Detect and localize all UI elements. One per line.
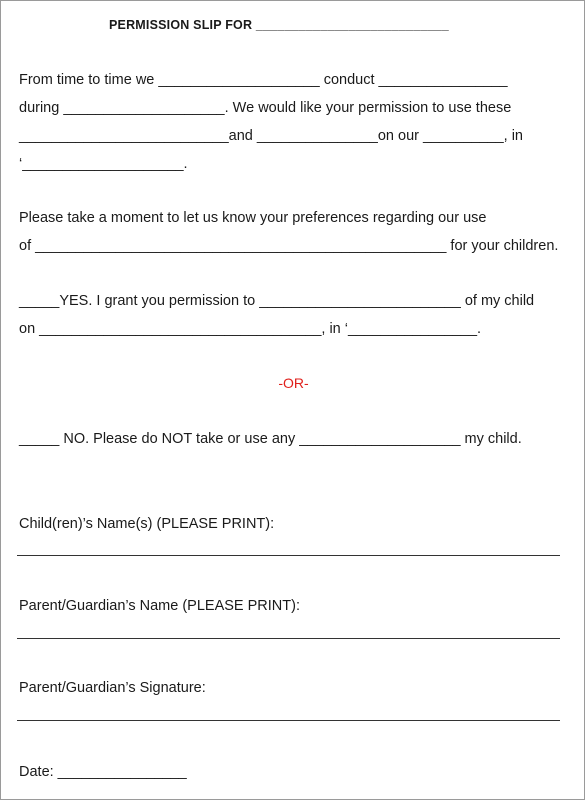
guardian-name-field[interactable] xyxy=(17,638,560,639)
yes-option-line-1: _____YES. I grant you permission to _________________________ of my child xyxy=(19,293,535,309)
guardian-name-label: Parent/Guardian’s Name (PLEASE PRINT): xyxy=(19,598,300,614)
children-names-label: Child(ren)’s Name(s) (PLEASE PRINT): xyxy=(19,516,275,532)
or-separator: -OR- xyxy=(278,375,309,391)
yes-option-line-2: on ___________________________________, in ‘________________. xyxy=(19,321,482,337)
paragraph-2-line-1: Please take a moment to let us know your preferences regarding our use xyxy=(19,210,487,226)
paragraph-2-line-2: of ___________________________________________________ for your children. xyxy=(19,238,559,254)
date-line: Date: ________________ xyxy=(19,764,187,780)
paragraph-1-line-2: during ____________________. We would like your permission to use these xyxy=(19,100,512,116)
no-option-line: _____ NO. Please do NOT take or use any ____________________ my child. xyxy=(19,431,522,447)
paragraph-1-line-1: From time to time we ____________________ conduct ________________ xyxy=(19,72,508,88)
guardian-signature-field[interactable] xyxy=(17,720,560,721)
form-title: PERMISSION SLIP FOR ___________________________ xyxy=(109,18,449,32)
paragraph-1-line-4: ‘____________________. xyxy=(19,156,188,172)
paragraph-1-line-3: __________________________and _______________on our __________, in xyxy=(19,128,523,144)
guardian-signature-label: Parent/Guardian’s Signature: xyxy=(19,680,206,696)
children-names-field[interactable] xyxy=(17,555,560,556)
